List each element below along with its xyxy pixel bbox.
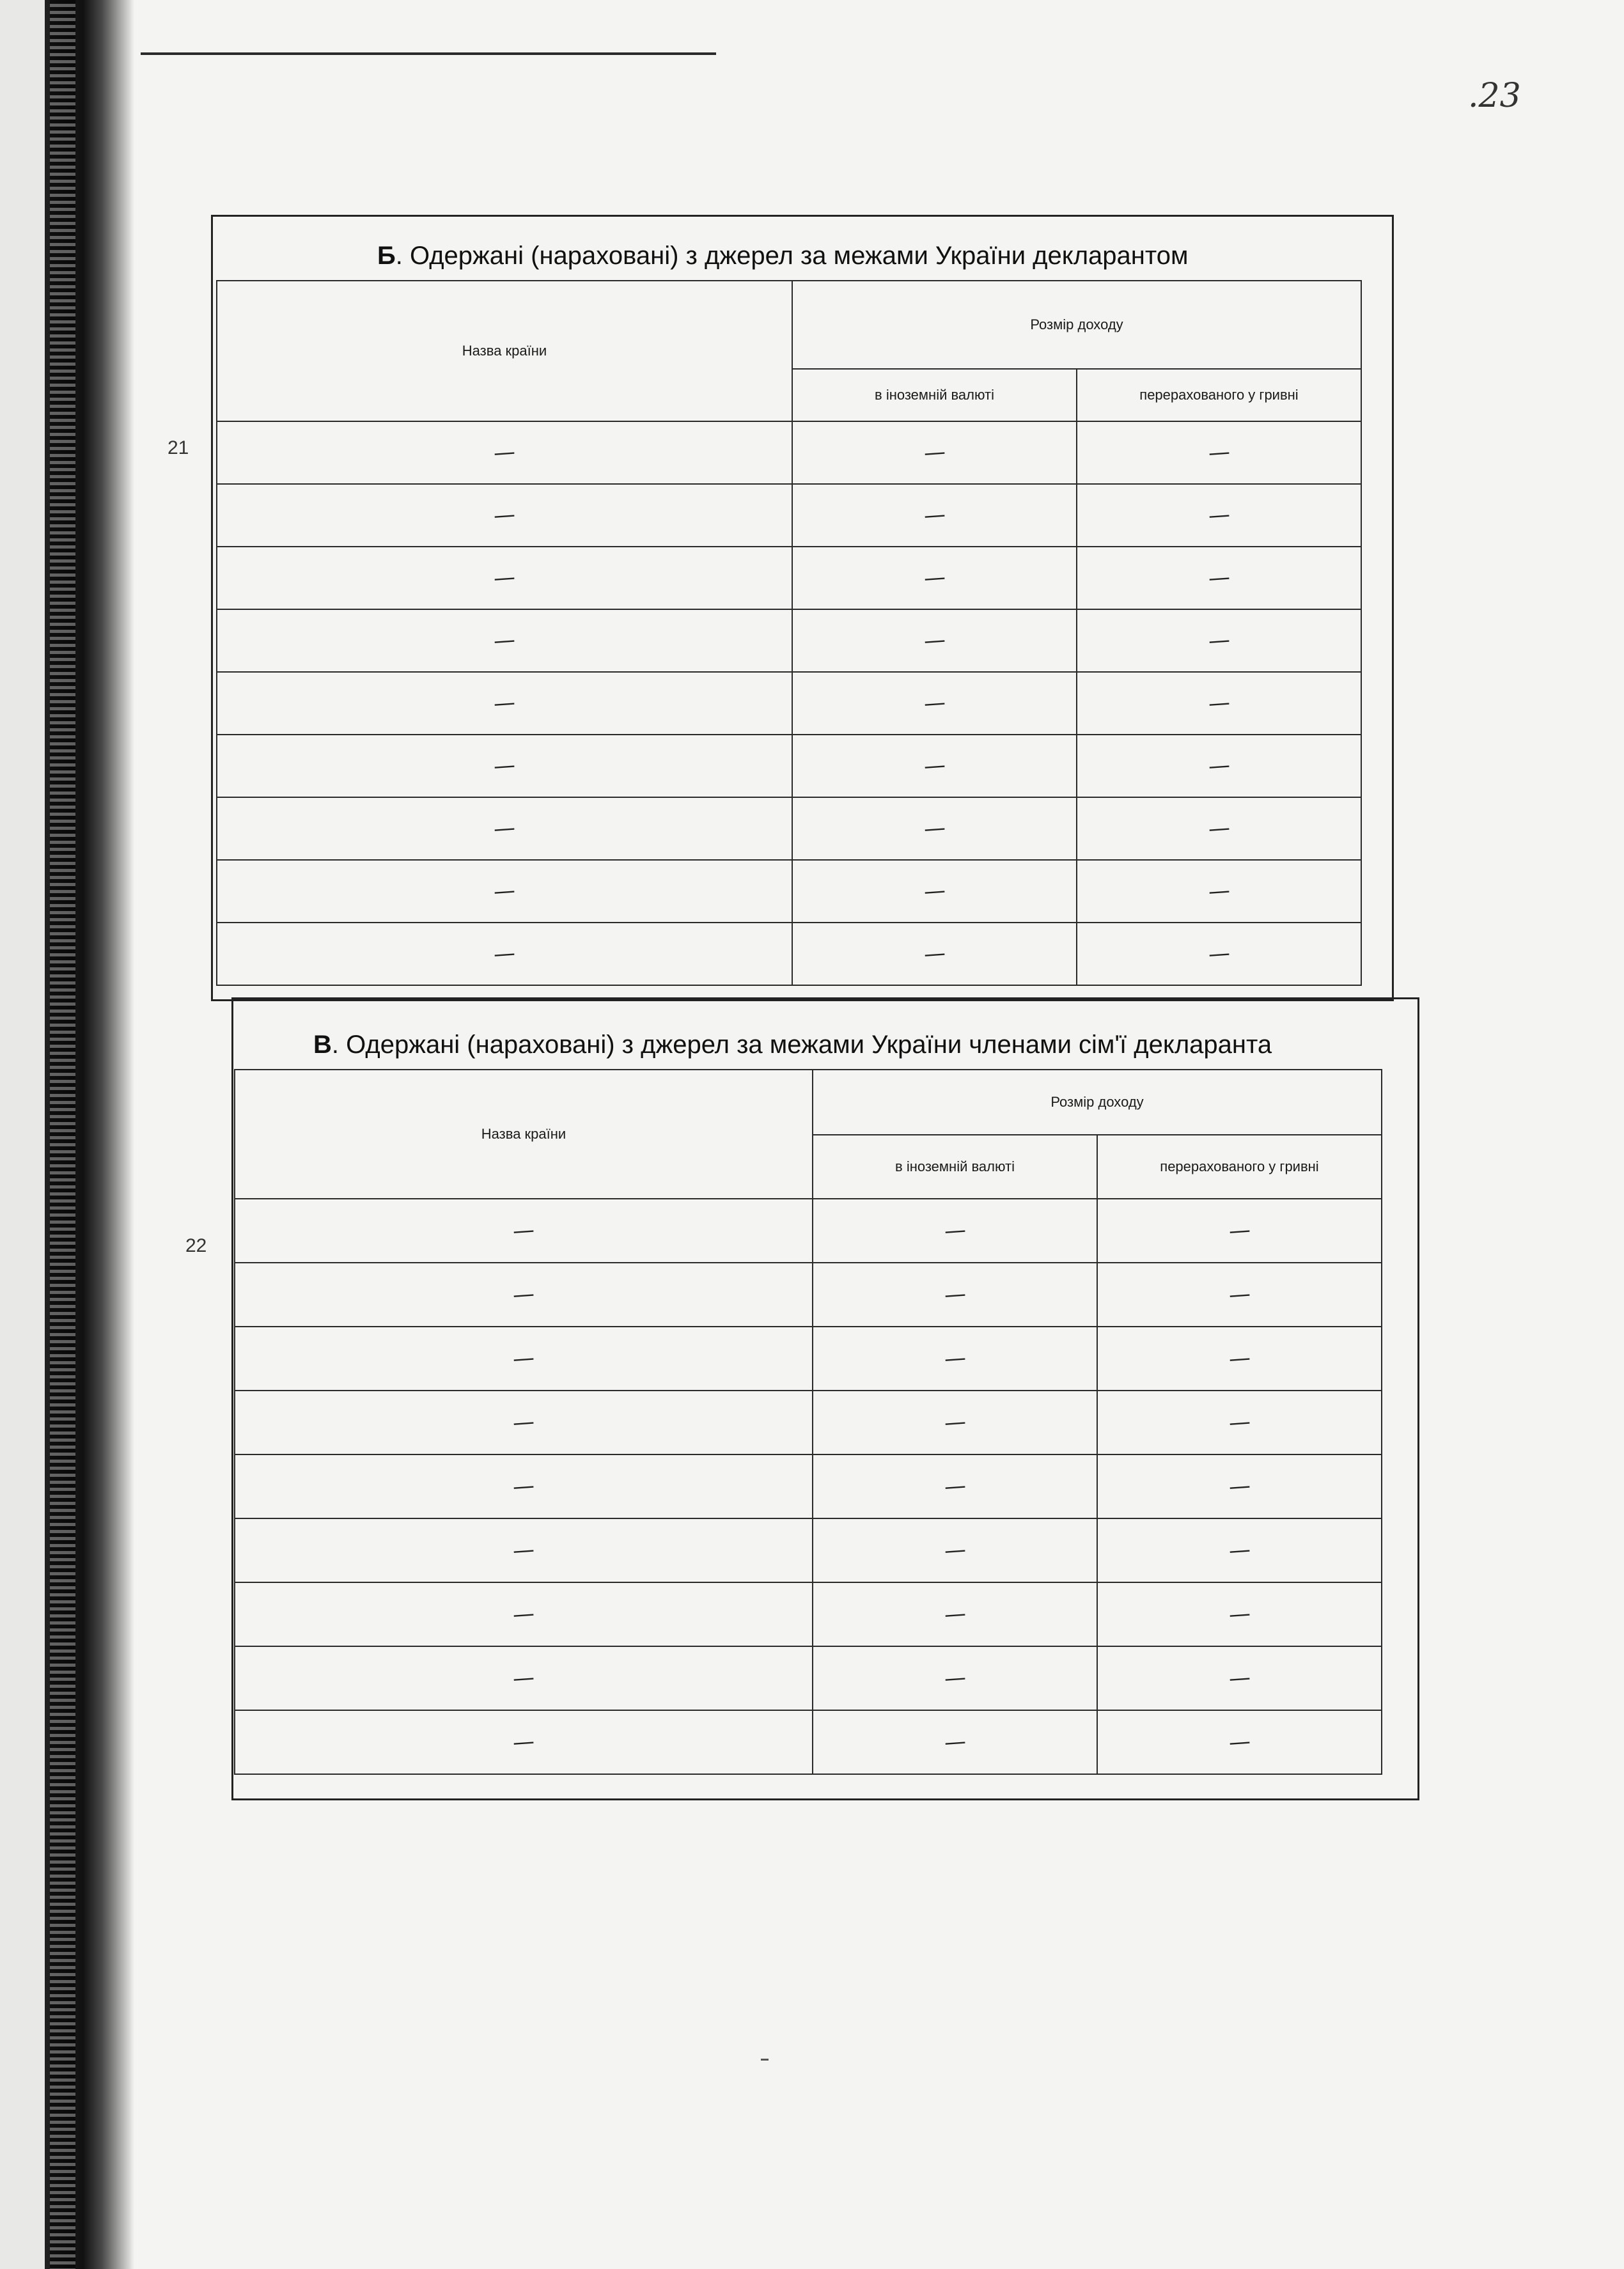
uah-cell: —: [1228, 1664, 1251, 1692]
uah-cell: —: [1228, 1408, 1251, 1437]
section-v-letter: В: [313, 1031, 332, 1059]
foreign-cell: —: [943, 1281, 967, 1309]
foreign-cell: —: [943, 1217, 967, 1245]
country-cell: —: [492, 940, 517, 968]
table-row: [217, 547, 1361, 609]
table-row: [217, 421, 1361, 484]
table-row: [217, 735, 1361, 797]
table-row: [235, 1263, 1382, 1327]
section-v-title: [313, 1031, 1272, 1059]
section-v-row-number: 22: [185, 1235, 207, 1256]
foreign-cell: —: [923, 564, 946, 592]
country-cell: —: [511, 1728, 536, 1756]
uah-cell: —: [1228, 1281, 1251, 1309]
table-row: [217, 672, 1361, 735]
foreign-cell: —: [923, 689, 946, 717]
scan-mark: [761, 2059, 769, 2061]
table-row: [217, 797, 1361, 860]
table-row: [235, 1199, 1382, 1263]
uah-cell: —: [1207, 689, 1231, 717]
country-cell: —: [492, 877, 517, 905]
country-cell: —: [492, 564, 517, 592]
country-cell: —: [511, 1345, 536, 1373]
country-cell: —: [492, 815, 517, 843]
section-b-title: [377, 242, 1189, 270]
scan-binding-edge: [0, 0, 134, 2269]
header-foreign-currency: в іноземній валюті: [813, 1135, 1097, 1199]
country-cell: —: [511, 1217, 536, 1245]
foreign-cell: —: [923, 501, 946, 529]
foreign-cell: —: [943, 1408, 967, 1437]
country-cell: —: [511, 1281, 536, 1309]
country-cell: —: [511, 1600, 536, 1628]
uah-cell: —: [1228, 1536, 1251, 1564]
table-row: [235, 1327, 1382, 1391]
section-b-table: [216, 280, 1362, 986]
table-row: [235, 1710, 1382, 1774]
section-b-letter: Б: [377, 242, 396, 270]
table-row: [235, 1646, 1382, 1710]
uah-cell: —: [1207, 940, 1231, 968]
country-cell: —: [511, 1408, 536, 1437]
table-row: [217, 484, 1361, 547]
uah-cell: —: [1207, 815, 1231, 843]
country-cell: —: [511, 1664, 536, 1692]
header-country: Назва країни: [235, 1070, 813, 1199]
foreign-cell: —: [943, 1536, 967, 1564]
section-b-row-number: 21: [168, 437, 189, 458]
uah-cell: —: [1228, 1600, 1251, 1628]
uah-cell: —: [1207, 627, 1231, 655]
header-foreign-currency: в іноземній валюті: [792, 369, 1077, 421]
uah-cell: —: [1228, 1728, 1251, 1756]
uah-cell: —: [1228, 1217, 1251, 1245]
uah-cell: —: [1207, 877, 1231, 905]
uah-cell: —: [1207, 564, 1231, 592]
country-cell: —: [492, 689, 517, 717]
section-b-title-text: . Одержані (нараховані) з джерел за межами України декларантом: [395, 242, 1189, 270]
foreign-cell: —: [943, 1600, 967, 1628]
table-row: [217, 609, 1361, 672]
uah-cell: —: [1228, 1472, 1251, 1501]
section-v-title-text: . Одержані (нараховані) з джерел за межами України членами сім'ї декларанта: [331, 1031, 1272, 1059]
section-v-table: [234, 1069, 1382, 1775]
table-row: [235, 1518, 1382, 1582]
table-row: [235, 1391, 1382, 1454]
country-cell: —: [492, 752, 517, 780]
foreign-cell: —: [943, 1664, 967, 1692]
country-cell: —: [511, 1472, 536, 1501]
table-row: [217, 923, 1361, 985]
foreign-cell: —: [923, 752, 946, 780]
foreign-cell: —: [923, 940, 946, 968]
foreign-cell: —: [923, 439, 946, 467]
foreign-cell: —: [943, 1728, 967, 1756]
table-row: [217, 860, 1361, 923]
uah-cell: —: [1207, 439, 1231, 467]
country-cell: —: [492, 627, 517, 655]
header-income-size: Розмір доходу: [792, 281, 1361, 369]
foreign-cell: —: [943, 1472, 967, 1501]
uah-cell: —: [1207, 501, 1231, 529]
country-cell: —: [492, 439, 517, 467]
uah-cell: —: [1228, 1345, 1251, 1373]
uah-cell: —: [1207, 752, 1231, 780]
foreign-cell: —: [943, 1345, 967, 1373]
header-uah: перерахованого у гривні: [1097, 1135, 1382, 1199]
header-country: Назва країни: [217, 281, 792, 421]
foreign-cell: —: [923, 815, 946, 843]
country-cell: —: [511, 1536, 536, 1564]
table-row: [235, 1454, 1382, 1518]
page-number: .23: [1468, 77, 1521, 115]
country-cell: —: [492, 501, 517, 529]
table-row: [235, 1582, 1382, 1646]
foreign-cell: —: [923, 877, 946, 905]
top-rule: [141, 52, 716, 55]
header-uah: перерахованого у гривні: [1077, 369, 1361, 421]
header-income-size: Розмір доходу: [813, 1070, 1382, 1135]
foreign-cell: —: [923, 627, 946, 655]
